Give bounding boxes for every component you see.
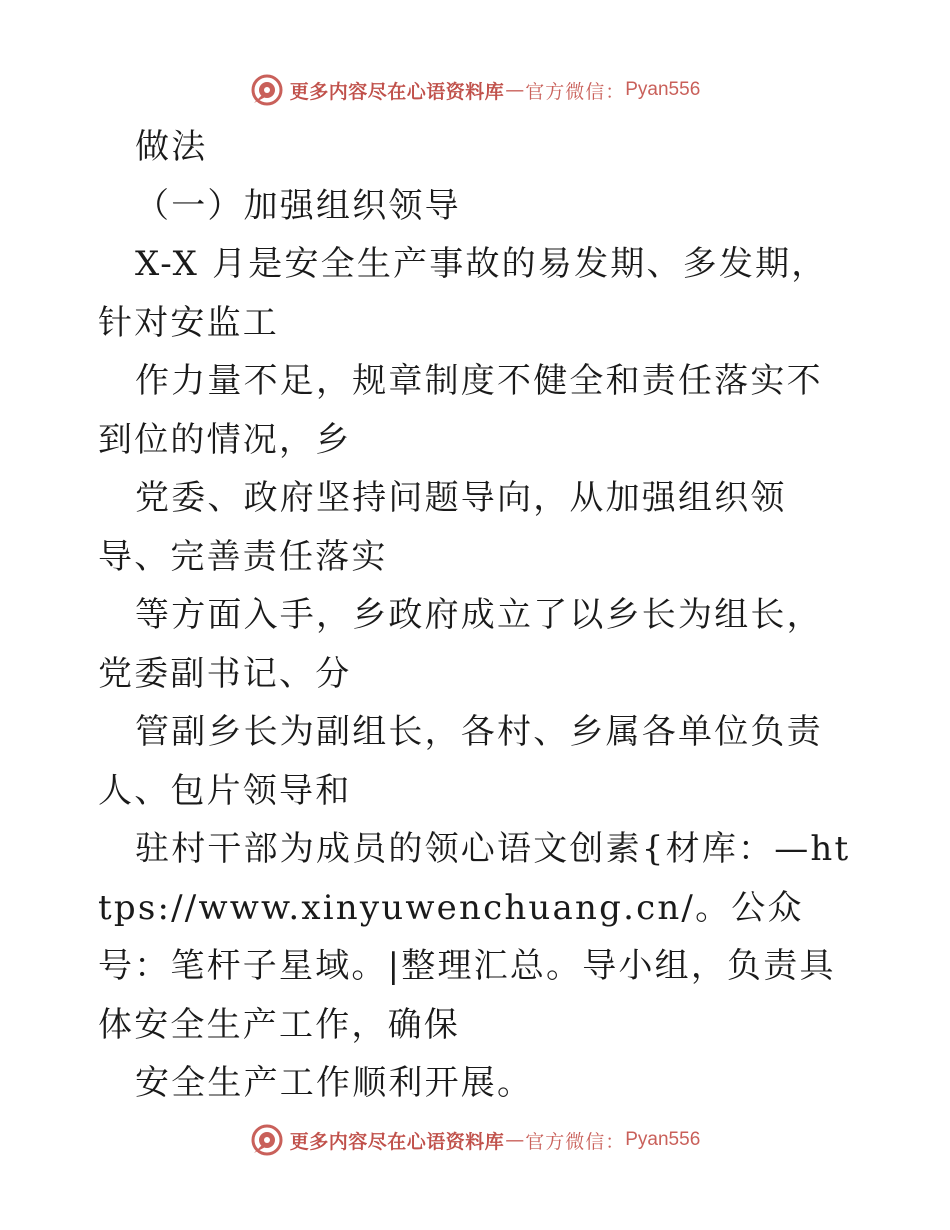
pen-nib-circle-icon (250, 73, 284, 107)
watermark-wechat-label: 官方微信： (525, 80, 626, 103)
watermark-wechat-id: Pyan556 (625, 79, 701, 100)
watermark-separator: — (505, 79, 525, 101)
watermark-separator: — (505, 1129, 525, 1151)
paragraph-line: 管副乡长为副组长，各村、乡属各单位负责人、包片领导和 (98, 712, 823, 811)
paragraph-line: 等方面入手，乡政府成立了以乡长为组长，党委副书记、分 (98, 595, 823, 694)
paragraph-line: X-X 月是安全生产事故的易发期、多发期，针对安监工 (98, 244, 828, 343)
pen-nib-circle-icon (250, 1123, 284, 1157)
watermark-wechat-id: Pyan556 (625, 1129, 701, 1150)
watermark-wechat-label: 官方微信： (525, 1130, 626, 1153)
paragraph-line: 安全生产工作顺利开展。 (135, 1063, 534, 1103)
document-body (98, 118, 858, 1113)
watermark-site-text: 更多内容尽在心语资料库 (289, 1130, 505, 1153)
paragraph-line: 党委、政府坚持问题导向，从加强组织领导、完善责任落实 (98, 478, 787, 577)
watermark-header (0, 70, 950, 110)
paragraph-line: 作力量不足，规章制度不健全和责任落实不到位的情况，乡 (98, 361, 823, 460)
section-heading: （一）加强组织领导 (135, 185, 461, 226)
paragraph-line: 驻村干部为成员的领心语文创素{材库：—https://www.xinyuwenchuang.cn/。公众号：笔杆子星域。|整理汇总。导小组，负责具体安全生产工作，确保 (98, 829, 851, 1045)
watermark-site-text: 更多内容尽在心语资料库 (289, 80, 505, 103)
paragraph-line: 做法 (135, 127, 208, 167)
watermark-footer (0, 1120, 950, 1160)
